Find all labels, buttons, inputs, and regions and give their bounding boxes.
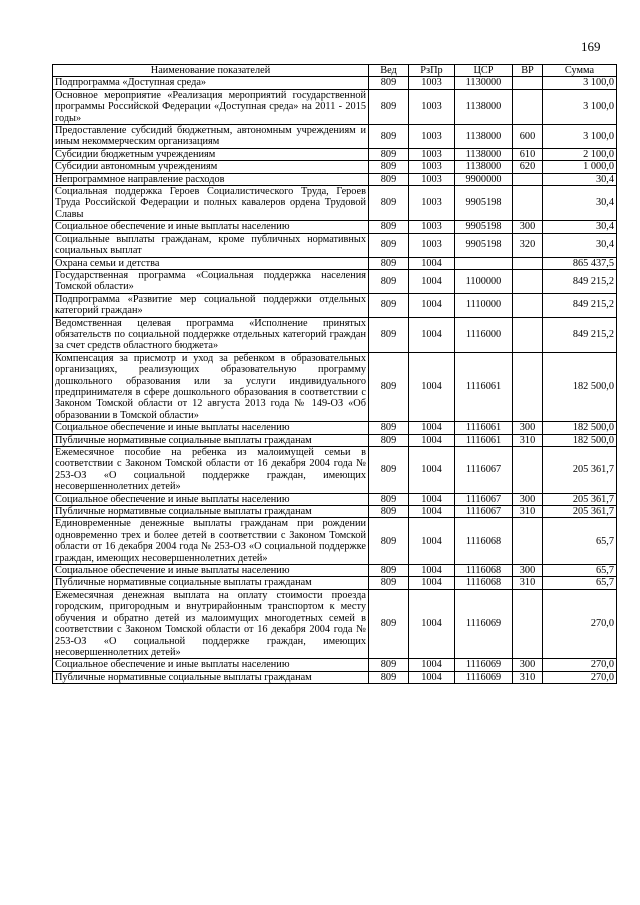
cell-vr: 620 — [513, 161, 543, 173]
cell-name: Социальное обеспечение и иные выплаты населению — [53, 221, 369, 233]
cell-name: Ежемесячная денежная выплата на оплату стоимости проезда городским, пригородным и внутрирайонным транспортом к месту обучения и обратно детей из малоимущих многодетных семей в соответствии с Законом Томской области от 16 декабря 2004 года № 253-ОЗ «О социальной поддержке граждан, имеющих несовершеннолетних детей» — [53, 589, 369, 658]
cell-rzpr: 1003 — [409, 233, 455, 257]
table-row — [53, 659, 617, 671]
cell-vr — [513, 447, 543, 494]
table-header-row — [53, 65, 617, 77]
cell-name: Субсидии автономным учреждениям — [53, 161, 369, 173]
cell-name: Социальные выплаты гражданам, кроме публичных нормативных социальных выплат — [53, 233, 369, 257]
cell-ved: 809 — [369, 659, 409, 671]
cell-rzpr: 1003 — [409, 77, 455, 89]
cell-rzpr: 1004 — [409, 577, 455, 589]
table-row — [53, 671, 617, 683]
header-csr: ЦСР — [455, 65, 513, 77]
cell-csr: 1116069 — [455, 589, 513, 658]
table-row — [53, 518, 617, 565]
cell-rzpr: 1004 — [409, 293, 455, 317]
cell-rzpr: 1003 — [409, 221, 455, 233]
cell-ved: 809 — [369, 352, 409, 421]
table-row — [53, 161, 617, 173]
cell-sum: 205 361,7 — [543, 447, 617, 494]
cell-csr: 1138000 — [455, 89, 513, 124]
cell-name: Охрана семьи и детства — [53, 257, 369, 269]
cell-csr: 1116067 — [455, 506, 513, 518]
cell-name: Подпрограмма «Развитие мер социальной поддержки отдельных категорий граждан» — [53, 293, 369, 317]
cell-vr — [513, 77, 543, 89]
cell-rzpr: 1003 — [409, 89, 455, 124]
cell-csr: 1116068 — [455, 565, 513, 577]
table-row — [53, 89, 617, 124]
cell-vr: 610 — [513, 148, 543, 160]
cell-sum: 270,0 — [543, 659, 617, 671]
cell-sum: 270,0 — [543, 671, 617, 683]
cell-vr: 300 — [513, 565, 543, 577]
cell-vr — [513, 257, 543, 269]
cell-vr: 300 — [513, 659, 543, 671]
cell-sum: 865 437,5 — [543, 257, 617, 269]
cell-ved: 809 — [369, 493, 409, 505]
cell-name: Ежемесячное пособие на ребенка из малоимущей семьи в соответствии с Законом Томской области от 16 декабря 2004 года № 253-ОЗ «О социальной поддержке граждан, имеющих несовершеннолетних детей» — [53, 447, 369, 494]
cell-rzpr: 1003 — [409, 125, 455, 149]
cell-sum: 182 500,0 — [543, 352, 617, 421]
table-row — [53, 125, 617, 149]
table-row — [53, 293, 617, 317]
header-ved: Вед — [369, 65, 409, 77]
cell-vr: 300 — [513, 493, 543, 505]
cell-csr: 1138000 — [455, 161, 513, 173]
cell-sum: 30,4 — [543, 173, 617, 185]
cell-rzpr: 1004 — [409, 565, 455, 577]
cell-csr: 1116068 — [455, 577, 513, 589]
cell-sum: 205 361,7 — [543, 506, 617, 518]
cell-sum: 182 500,0 — [543, 434, 617, 446]
cell-ved: 809 — [369, 77, 409, 89]
cell-name: Социальное обеспечение и иные выплаты населению — [53, 493, 369, 505]
cell-name: Ведомственная целевая программа «Исполнение принятых обязательств по социальной поддержке отдельных категорий граждан за счет средств областного бюджета» — [53, 317, 369, 352]
cell-ved: 809 — [369, 148, 409, 160]
cell-sum: 2 100,0 — [543, 148, 617, 160]
header-vr: ВР — [513, 65, 543, 77]
cell-name: Непрограммное направление расходов — [53, 173, 369, 185]
cell-vr: 300 — [513, 221, 543, 233]
cell-vr: 300 — [513, 422, 543, 434]
cell-ved: 809 — [369, 577, 409, 589]
table-body — [53, 77, 617, 684]
cell-rzpr: 1004 — [409, 434, 455, 446]
cell-rzpr: 1004 — [409, 422, 455, 434]
header-sum: Сумма — [543, 65, 617, 77]
header-rzpr: РзПр — [409, 65, 455, 77]
table-row — [53, 434, 617, 446]
cell-csr: 1116069 — [455, 671, 513, 683]
cell-vr — [513, 317, 543, 352]
cell-rzpr: 1004 — [409, 269, 455, 293]
cell-sum: 30,4 — [543, 221, 617, 233]
cell-ved: 809 — [369, 671, 409, 683]
cell-csr: 9905198 — [455, 233, 513, 257]
cell-vr — [513, 269, 543, 293]
cell-sum: 1 000,0 — [543, 161, 617, 173]
cell-rzpr: 1004 — [409, 493, 455, 505]
cell-ved: 809 — [369, 293, 409, 317]
cell-name: Публичные нормативные социальные выплаты гражданам — [53, 506, 369, 518]
page-number: 169 — [581, 39, 601, 54]
cell-name: Публичные нормативные социальные выплаты гражданам — [53, 671, 369, 683]
budget-table — [52, 64, 617, 684]
cell-vr — [513, 293, 543, 317]
cell-name: Государственная программа «Социальная поддержка населения Томской области» — [53, 269, 369, 293]
cell-csr: 9905198 — [455, 186, 513, 221]
cell-sum: 205 361,7 — [543, 493, 617, 505]
table-row — [53, 352, 617, 421]
cell-name: Основное мероприятие «Реализация мероприятий государственной программы Российской Федерации «Доступная среда» на 2011 - 2015 годы» — [53, 89, 369, 124]
table-row — [53, 317, 617, 352]
cell-name: Социальная поддержка Героев Социалистического Труда, Героев Труда Российской Федерации и полных кавалеров ордена Трудовой Славы — [53, 186, 369, 221]
cell-sum: 3 100,0 — [543, 125, 617, 149]
cell-csr: 1116061 — [455, 434, 513, 446]
cell-csr: 1116067 — [455, 493, 513, 505]
cell-vr — [513, 186, 543, 221]
cell-ved: 809 — [369, 233, 409, 257]
cell-sum: 30,4 — [543, 233, 617, 257]
cell-csr: 1116067 — [455, 447, 513, 494]
cell-csr: 1100000 — [455, 269, 513, 293]
table-row — [53, 506, 617, 518]
table-row — [53, 221, 617, 233]
cell-vr: 310 — [513, 577, 543, 589]
cell-ved: 809 — [369, 186, 409, 221]
cell-vr: 310 — [513, 671, 543, 683]
table-row — [53, 186, 617, 221]
cell-name: Подпрограмма «Доступная среда» — [53, 77, 369, 89]
cell-rzpr: 1004 — [409, 518, 455, 565]
cell-csr: 9900000 — [455, 173, 513, 185]
cell-ved: 809 — [369, 221, 409, 233]
table-row — [53, 589, 617, 658]
cell-vr — [513, 173, 543, 185]
cell-rzpr: 1003 — [409, 148, 455, 160]
cell-vr — [513, 89, 543, 124]
cell-sum: 65,7 — [543, 565, 617, 577]
cell-vr: 310 — [513, 434, 543, 446]
cell-vr: 600 — [513, 125, 543, 149]
cell-name: Социальное обеспечение и иные выплаты населению — [53, 659, 369, 671]
cell-ved: 809 — [369, 434, 409, 446]
cell-sum: 3 100,0 — [543, 77, 617, 89]
cell-vr — [513, 518, 543, 565]
cell-rzpr: 1004 — [409, 257, 455, 269]
cell-csr: 1116061 — [455, 422, 513, 434]
cell-rzpr: 1003 — [409, 161, 455, 173]
table-row — [53, 77, 617, 89]
cell-name: Компенсация за присмотр и уход за ребенком в образовательных организациях, реализующих образовательную программу дошкольного образования или за услуги индивидуального предпринимателя в сфере дошкольного образования в соответствии с Законом Томской области от 12 августа 2013 года № 149-ОЗ «Об образовании в Томской области» — [53, 352, 369, 421]
cell-sum: 65,7 — [543, 518, 617, 565]
cell-csr: 1130000 — [455, 77, 513, 89]
cell-sum: 30,4 — [543, 186, 617, 221]
cell-name: Предоставление субсидий бюджетным, автономным учреждениям и иным некоммерческим организациям — [53, 125, 369, 149]
cell-ved: 809 — [369, 506, 409, 518]
cell-sum: 849 215,2 — [543, 317, 617, 352]
cell-csr: 1116069 — [455, 659, 513, 671]
table-row — [53, 269, 617, 293]
cell-vr — [513, 352, 543, 421]
table-row — [53, 493, 617, 505]
cell-name: Единовременные денежные выплаты гражданам при рождении одновременно трех и более детей в соответствии с Законом Томской области от 16 декабря 2004 года № 253-ОЗ «О социальной поддержке граждан, имеющих несовершеннолетних детей» — [53, 518, 369, 565]
cell-csr: 1138000 — [455, 125, 513, 149]
cell-ved: 809 — [369, 269, 409, 293]
cell-rzpr: 1004 — [409, 317, 455, 352]
cell-sum: 65,7 — [543, 577, 617, 589]
cell-ved: 809 — [369, 565, 409, 577]
cell-vr: 310 — [513, 506, 543, 518]
table-row — [53, 148, 617, 160]
cell-sum: 849 215,2 — [543, 269, 617, 293]
cell-csr: 9905198 — [455, 221, 513, 233]
cell-rzpr: 1004 — [409, 447, 455, 494]
cell-rzpr: 1003 — [409, 186, 455, 221]
cell-rzpr: 1003 — [409, 173, 455, 185]
cell-sum: 849 215,2 — [543, 293, 617, 317]
table-row — [53, 447, 617, 494]
cell-ved: 809 — [369, 422, 409, 434]
cell-rzpr: 1004 — [409, 506, 455, 518]
cell-rzpr: 1004 — [409, 352, 455, 421]
table-row — [53, 257, 617, 269]
cell-name: Публичные нормативные социальные выплаты гражданам — [53, 577, 369, 589]
cell-ved: 809 — [369, 89, 409, 124]
cell-ved: 809 — [369, 447, 409, 494]
cell-ved: 809 — [369, 589, 409, 658]
cell-sum: 270,0 — [543, 589, 617, 658]
cell-csr: 1116000 — [455, 317, 513, 352]
cell-ved: 809 — [369, 317, 409, 352]
cell-rzpr: 1004 — [409, 589, 455, 658]
cell-vr: 320 — [513, 233, 543, 257]
cell-vr — [513, 589, 543, 658]
cell-csr: 1138000 — [455, 148, 513, 160]
cell-ved: 809 — [369, 173, 409, 185]
table-row — [53, 422, 617, 434]
cell-rzpr: 1004 — [409, 671, 455, 683]
cell-csr: 1116061 — [455, 352, 513, 421]
table-row — [53, 577, 617, 589]
cell-name: Публичные нормативные социальные выплаты гражданам — [53, 434, 369, 446]
cell-csr: 1116068 — [455, 518, 513, 565]
cell-ved: 809 — [369, 161, 409, 173]
cell-ved: 809 — [369, 257, 409, 269]
header-name: Наименование показателей — [53, 65, 369, 77]
cell-name: Социальное обеспечение и иные выплаты населению — [53, 565, 369, 577]
table-row — [53, 173, 617, 185]
table-row — [53, 565, 617, 577]
cell-ved: 809 — [369, 125, 409, 149]
cell-csr: 1110000 — [455, 293, 513, 317]
cell-rzpr: 1004 — [409, 659, 455, 671]
cell-csr — [455, 257, 513, 269]
cell-ved: 809 — [369, 518, 409, 565]
cell-sum: 182 500,0 — [543, 422, 617, 434]
table-row — [53, 233, 617, 257]
cell-sum: 3 100,0 — [543, 89, 617, 124]
cell-name: Социальное обеспечение и иные выплаты населению — [53, 422, 369, 434]
cell-name: Субсидии бюджетным учреждениям — [53, 148, 369, 160]
